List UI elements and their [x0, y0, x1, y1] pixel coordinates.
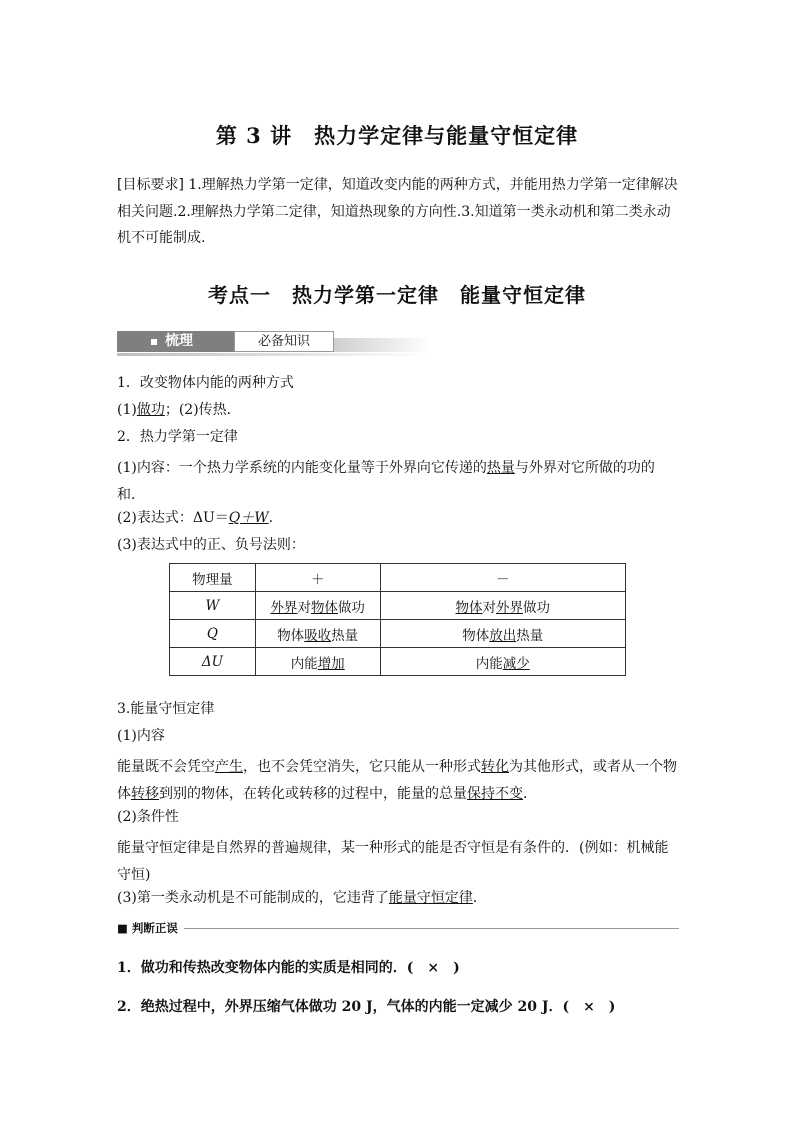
banner-sub-label: 必备知识: [234, 331, 334, 352]
para-2-head: 2．热力学第一定律: [117, 429, 238, 445]
judge-question-2: 2．绝热过程中，外界压缩气体做功 20 J，气体的内能一定减少 20 J．( × ): [117, 999, 616, 1015]
text: ；(2)传热．: [164, 402, 241, 418]
square-bullet-icon: [151, 339, 157, 345]
table-header-cell: 物理量: [170, 564, 256, 592]
goal-text: 1.理解热力学第一定律，知道改变内能的两种方式，并能用热力学第一定律解决相关问题.2.理解热力学第二定律，知道热现象的方向性.3.知道第一类永动机和第二类永动机不可能制成.: [117, 177, 678, 246]
text: (2)表达式：ΔU＝: [117, 510, 229, 526]
goal-tag: [目标要求]: [117, 177, 184, 193]
underlined-answer: 物体: [310, 599, 338, 616]
banner-underline: [117, 353, 431, 356]
section-title: 考点一 热力学第一定律 能量守恒定律: [208, 283, 586, 307]
text: 为其他形式，或者从一个物体: [117, 759, 677, 802]
energy-cond: 能量守恒定律是自然界的普遍规律，某一种形式的能是否守恒是有条件的．(例如：机械能守恒): [117, 840, 669, 883]
para-2-expr: [117, 509, 679, 527]
underlined-answer: 产生: [215, 759, 243, 775]
underlined-answer: 保持不变: [467, 786, 523, 802]
table-cell: [255, 620, 380, 648]
text: 物体: [462, 627, 490, 644]
text: .: [268, 510, 274, 526]
judge-divider: [117, 920, 679, 936]
para-1-a: [117, 401, 679, 419]
table-header-cell: ＋: [255, 564, 380, 592]
underlined-answer: 增加: [317, 655, 345, 672]
sign-rule-table: [169, 563, 626, 676]
underlined-answer: 热量: [486, 460, 515, 476]
banner-main-label: 梳理: [165, 333, 193, 349]
energy-cond-head: (2)条件性: [117, 809, 179, 825]
underlined-answer: 做功: [136, 402, 165, 418]
text: ，也不会凭空消失，它只能从一种形式: [243, 759, 481, 775]
table-row: [170, 620, 626, 648]
text: (3)第一类永动机是不可能制成的，它违背了: [117, 890, 389, 906]
judge-question-1: 1．做功和传热改变物体内能的实质是相同的．( × ): [117, 960, 460, 976]
text: 对: [297, 599, 311, 616]
para-1-head: 1．改变物体内能的两种方式: [117, 375, 294, 391]
underlined-answer: 转化: [481, 759, 509, 775]
table-row: [170, 648, 626, 676]
energy-content-head: (1)内容: [117, 728, 165, 744]
table-row: [170, 592, 626, 620]
underlined-answer: 外界: [270, 599, 298, 616]
table-cell: Q: [170, 620, 256, 648]
energy-head: 3.能量守恒定律: [117, 701, 215, 717]
divider-line: [117, 928, 679, 929]
text: 对: [482, 599, 497, 616]
learning-goals: [117, 172, 679, 252]
underlined-answer: 转移: [131, 786, 159, 802]
section-banner: [117, 330, 431, 356]
table-cell: W: [170, 592, 256, 620]
text: ．: [523, 786, 537, 802]
text: 做功: [337, 599, 365, 616]
energy-perpetual: [117, 889, 679, 907]
underlined-answer: 吸收: [304, 627, 332, 644]
table-cell: ΔU: [170, 648, 256, 676]
text: (1)内容：一个热力学系统的内能变化量等于外界向它传递的: [117, 460, 487, 476]
text: 物体: [277, 627, 305, 644]
underlined-answer: 物体: [455, 599, 483, 616]
underlined-answer: 外界: [496, 599, 524, 616]
table-cell: [255, 648, 380, 676]
table-cell: [255, 592, 380, 620]
underlined-answer: 减少: [502, 655, 530, 672]
underlined-answer: 能量守恒定律: [388, 890, 473, 906]
text: 到别的物体，在转化或转移的过程中，能量的总量: [159, 786, 467, 802]
underlined-answer: Q＋W: [228, 510, 269, 526]
energy-content: [117, 754, 679, 808]
text: 与外界对它所做的功的和．: [117, 460, 655, 503]
table-cell: [380, 592, 625, 620]
text: (1): [117, 402, 137, 418]
text: 内能: [475, 655, 503, 672]
text: ．: [472, 890, 487, 906]
para-2-content: [117, 455, 679, 509]
para-2-rule: (3)表达式中的正、负号法则：: [117, 537, 305, 553]
banner-main: [117, 331, 234, 352]
text: 能量既不会凭空: [117, 759, 215, 775]
text: 内能: [290, 655, 318, 672]
banner-fade: [334, 338, 431, 352]
table-header-row: [170, 564, 626, 592]
text: 热量: [331, 627, 359, 644]
text: 做功: [523, 599, 551, 616]
lecture-title: 第 3 讲 热力学定律与能量守恒定律: [215, 123, 579, 148]
judge-label: ■ 判断正误: [117, 920, 184, 936]
table-cell: [380, 648, 625, 676]
table-header-cell: －: [380, 564, 625, 592]
underlined-answer: 放出: [489, 627, 517, 644]
table-cell: [380, 620, 625, 648]
text: 热量: [516, 627, 544, 644]
